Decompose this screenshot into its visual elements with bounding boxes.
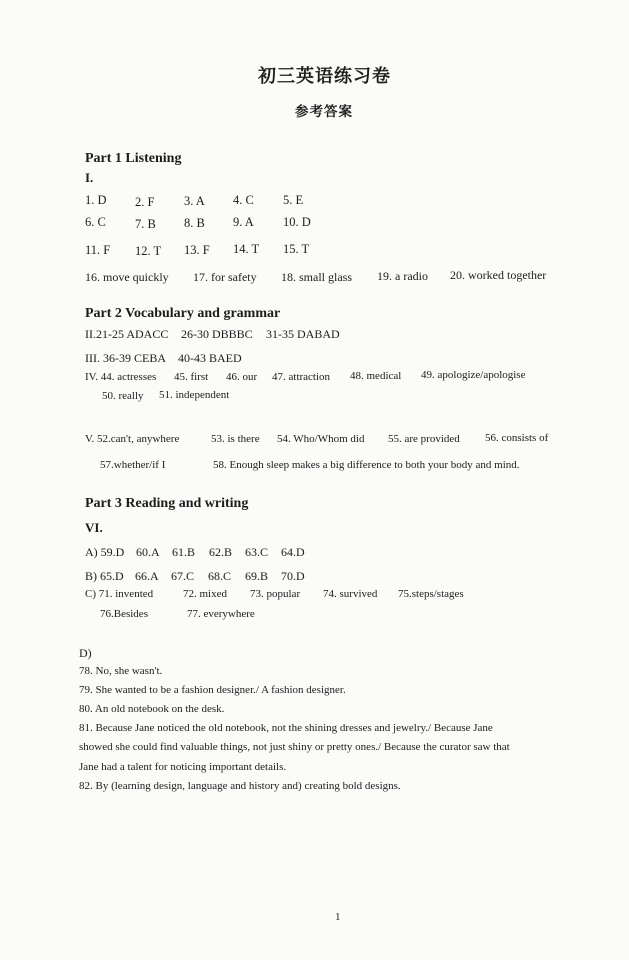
answer-13: 13. F bbox=[184, 243, 210, 257]
answer-1: 1. D bbox=[85, 193, 107, 207]
part3-c-77: 77. everywhere bbox=[187, 608, 255, 620]
part2-v-53: 53. is there bbox=[211, 433, 260, 445]
part2-v-55: 55. are provided bbox=[388, 433, 460, 445]
answer-4: 4. C bbox=[233, 193, 254, 207]
answer-11: 11. F bbox=[85, 243, 111, 257]
part3-b-70: 70.D bbox=[281, 569, 305, 583]
part2-iii-1: III. 36-39 CEBA bbox=[85, 351, 166, 365]
part3-d-78: 78. No, she wasn't. bbox=[79, 665, 163, 677]
part2-iv-50: 50. really bbox=[102, 390, 144, 402]
part3-heading: Part 3 Reading and writing bbox=[85, 496, 249, 511]
part3-c-72: 72. mixed bbox=[183, 588, 227, 600]
answer-6: 6. C bbox=[85, 215, 106, 229]
answer-16: 16. move quickly bbox=[85, 270, 169, 284]
part1-heading: Part 1 Listening bbox=[85, 151, 182, 166]
answer-14: 14. T bbox=[233, 242, 260, 256]
part3-b-66: 66.A bbox=[135, 569, 159, 583]
part1-section-label: I. bbox=[85, 170, 94, 185]
answer-12: 12. T bbox=[135, 244, 162, 258]
answer-8: 8. B bbox=[184, 216, 205, 230]
answer-2: 2. F bbox=[135, 195, 155, 209]
answer-3: 3. A bbox=[184, 194, 205, 208]
part2-v-58: 58. Enough sleep makes a big difference to both your body and mind. bbox=[213, 459, 520, 471]
part3-b-69: 69.B bbox=[245, 569, 269, 583]
part2-ii-2: 26-30 DBBBC bbox=[181, 327, 253, 341]
page-title: 初三英语练习卷 bbox=[258, 66, 391, 87]
part3-c-75: 75.steps/stages bbox=[398, 588, 464, 600]
part2-ii-1: II.21-25 ADACC bbox=[85, 327, 169, 341]
part3-d-79: 79. She wanted to be a fashion designer./ A fashion designer. bbox=[79, 684, 346, 696]
part2-ii-3: 31-35 DABAD bbox=[266, 327, 340, 341]
part3-c-71: C) 71. invented bbox=[85, 588, 154, 600]
part3-a-64: 64.D bbox=[281, 545, 305, 559]
part3-c-73: 73. popular bbox=[250, 588, 301, 600]
answer-10: 10. D bbox=[283, 215, 311, 229]
part2-iv-51: 51. independent bbox=[159, 389, 230, 401]
part2-heading: Part 2 Vocabulary and grammar bbox=[85, 306, 281, 321]
part2-iv-44: IV. 44. actresses bbox=[85, 371, 157, 383]
part3-section-label: VI. bbox=[85, 520, 103, 535]
part3-d-81-line3: Jane had a talent for noticing important details. bbox=[79, 761, 287, 773]
answer-7: 7. B bbox=[135, 217, 156, 231]
answer-9: 9. A bbox=[233, 215, 254, 229]
answer-19: 19. a radio bbox=[377, 269, 428, 283]
part3-a-59: A) 59.D bbox=[85, 545, 125, 559]
page-number: 1 bbox=[335, 911, 341, 923]
page-subtitle: 参考答案 bbox=[295, 104, 353, 120]
part2-iv-47: 47. attraction bbox=[272, 371, 331, 383]
part3-b-65: B) 65.D bbox=[85, 569, 124, 583]
part3-c-74: 74. survived bbox=[323, 588, 378, 600]
part3-a-63: 63.C bbox=[245, 545, 269, 559]
part2-iv-45: 45. first bbox=[174, 371, 209, 383]
part3-a-60: 60.A bbox=[136, 545, 160, 559]
part2-iv-49: 49. apologize/apologise bbox=[421, 369, 526, 381]
part3-d-label: D) bbox=[79, 646, 92, 660]
part2-iv-46: 46. our bbox=[226, 371, 258, 383]
part3-c-76: 76.Besides bbox=[100, 608, 148, 620]
answer-20: 20. worked together bbox=[450, 268, 547, 282]
part3-d-81-line2: showed she could find valuable things, not just shiny or pretty ones./ Because the curator saw that bbox=[79, 741, 510, 753]
part3-d-80: 80. An old notebook on the desk. bbox=[79, 703, 225, 715]
answer-17: 17. for safety bbox=[193, 270, 257, 284]
part3-d-81-line1: 81. Because Jane noticed the old notebook, not the shining dresses and jewelry./ Because Jane bbox=[79, 722, 493, 734]
part2-v-57: 57.whether/if I bbox=[100, 459, 166, 471]
part3-d-82: 82. By (learning design, language and history and) creating bold designs. bbox=[79, 780, 401, 792]
part2-v-56: 56. consists of bbox=[485, 432, 549, 444]
part3-b-68: 68.C bbox=[208, 569, 232, 583]
part2-v-54: 54. Who/Whom did bbox=[277, 433, 365, 445]
answer-15: 15. T bbox=[283, 242, 310, 256]
part2-iv-48: 48. medical bbox=[350, 370, 402, 382]
answer-18: 18. small glass bbox=[281, 270, 352, 284]
part2-iii-2: 40-43 BAED bbox=[178, 351, 242, 365]
part3-b-67: 67.C bbox=[171, 569, 195, 583]
part3-a-62: 62.B bbox=[209, 545, 233, 559]
part2-v-52: V. 52.can't, anywhere bbox=[85, 433, 180, 445]
part3-a-61: 61.B bbox=[172, 545, 196, 559]
answer-5: 5. E bbox=[283, 193, 304, 207]
